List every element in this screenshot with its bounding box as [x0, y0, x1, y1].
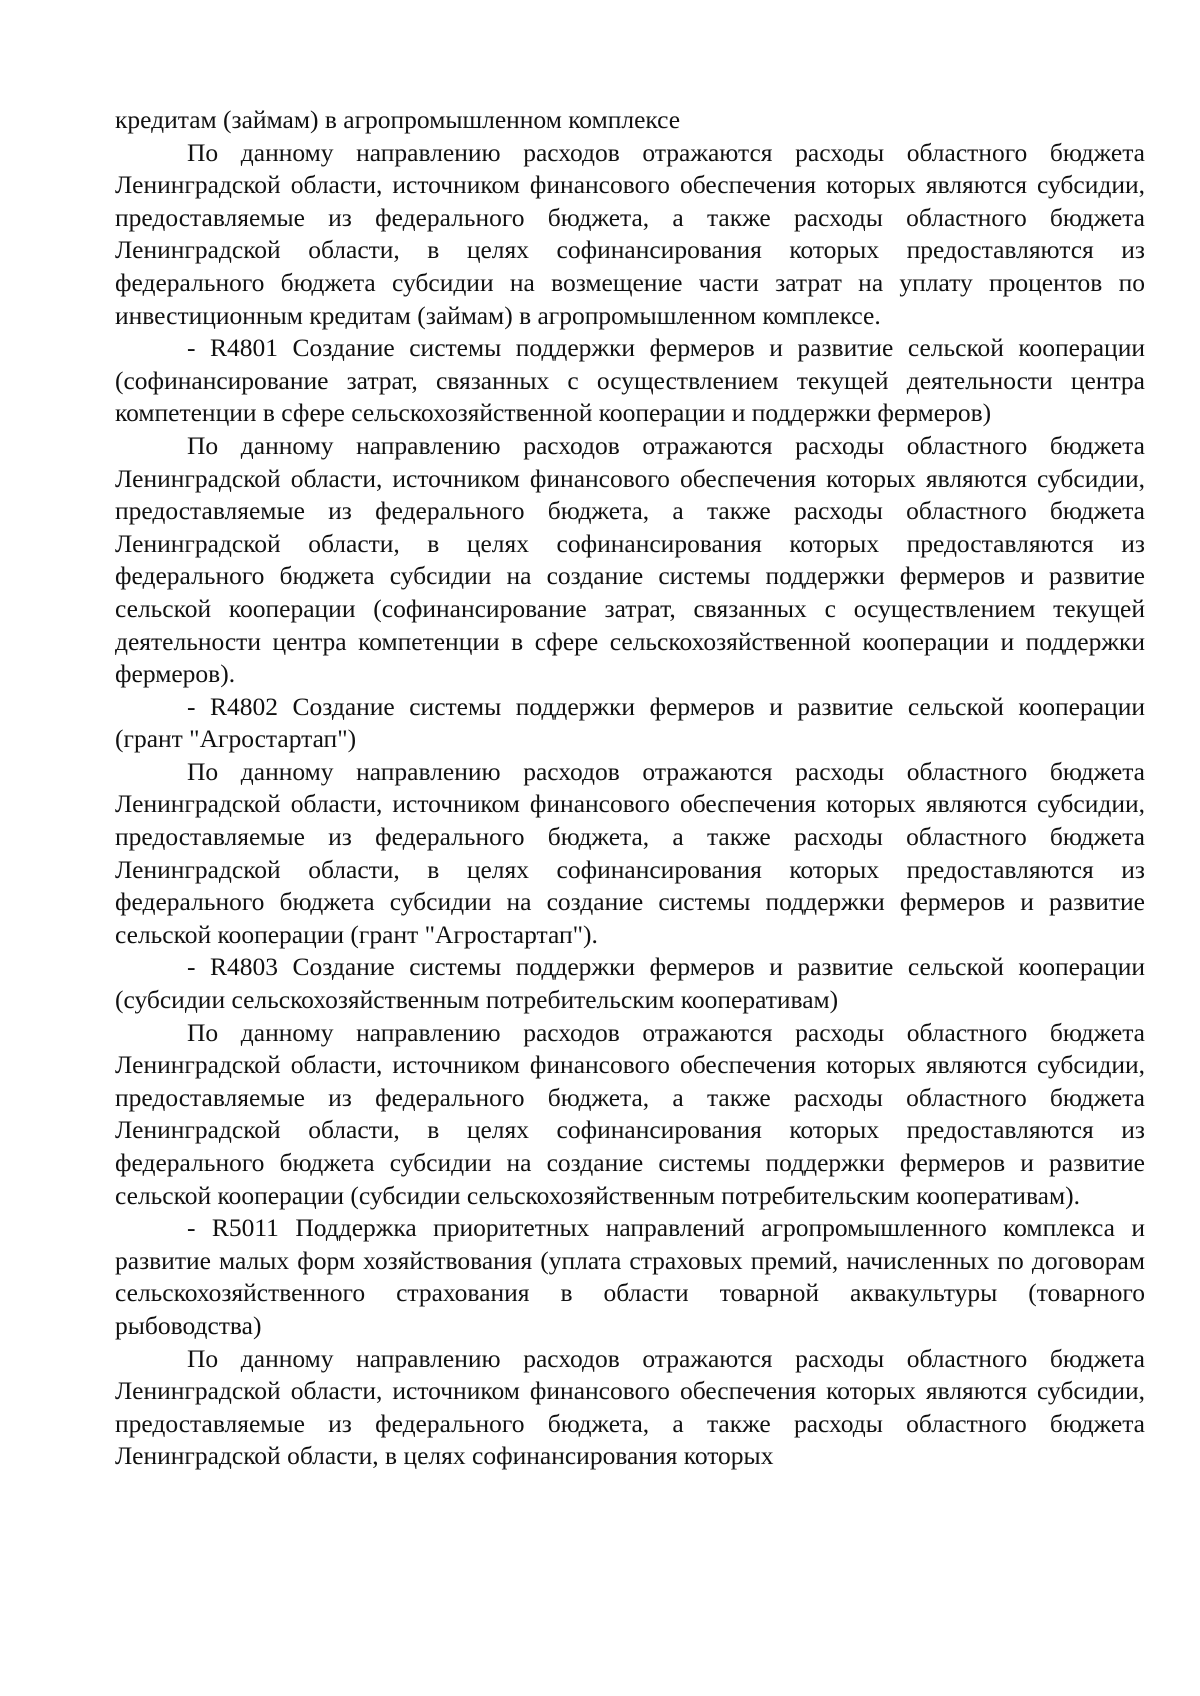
paragraph-description: По данному направлению расходов отражаются расходы областного бюджета Ленинградской области, источником финансового обеспечения которых являются субсидии, предоставляемые из федерального бюджета, а также расходы областного бюджета Ленинградской области, в целях софинансирования которых [115, 1343, 1145, 1471]
paragraph-continuation: кредитам (займам) в агропромышленном комплексе [115, 105, 681, 134]
paragraph-description: По данному направлению расходов отражаются расходы областного бюджета Ленинградской области, источником финансового обеспечения которых являются субсидии, предоставляемые из федерального бюджета, а также расходы областного бюджета Ленинградской области, в целях софинансирования которых предоставляются из федерального бюджета субсидии на создание системы поддержки фермеров и развитие сельской кооперации (грант "Агростартап"). [115, 756, 1145, 949]
paragraph-description: По данному направлению расходов отражаются расходы областного бюджета Ленинградской области, источником финансового обеспечения которых являются субсидии, предоставляемые из федерального бюджета, а также расходы областного бюджета Ленинградской области, в целях софинансирования которых предоставляются из федерального бюджета субсидии на возмещение части затрат на уплату процентов по инвестиционным кредитам (займам) в агропромышленном комплексе. [115, 137, 1145, 330]
document-page [115, 104, 1145, 1473]
paragraph-heading-r4802: - R4802 Создание системы поддержки фермеров и развитие сельской кооперации (грант "Агростартап") [115, 691, 1145, 754]
paragraph-heading-r5011: - R5011 Поддержка приоритетных направлений агропромышленного комплекса и развитие малых форм хозяйствования (уплата страховых премий, начисленных по договорам сельскохозяйственного страхования в области товарной аквакультуры (товарного рыбоводства) [115, 1213, 1145, 1340]
paragraph-heading-r4801: - R4801 Создание системы поддержки фермеров и развитие сельской кооперации (софинансирование затрат, связанных с осуществлением текущей деятельности центра компетенции в сфере сельскохозяйственной кооперации и поддержки фермеров) [115, 333, 1145, 428]
paragraph-description: По данному направлению расходов отражаются расходы областного бюджета Ленинградской области, источником финансового обеспечения которых являются субсидии, предоставляемые из федерального бюджета, а также расходы областного бюджета Ленинградской области, в целях софинансирования которых предоставляются из федерального бюджета субсидии на создание системы поддержки фермеров и развитие сельской кооперации (софинансирование затрат, связанных с осуществлением текущей деятельности центра компетенции в сфере сельскохозяйственной кооперации и поддержки фермеров). [115, 430, 1145, 689]
paragraph-heading-r4803: - R4803 Создание системы поддержки фермеров и развитие сельской кооперации (субсидии сельскохозяйственным потребительским кооперативам) [115, 952, 1145, 1015]
paragraph-description: По данному направлению расходов отражаются расходы областного бюджета Ленинградской области, источником финансового обеспечения которых являются субсидии, предоставляемые из федерального бюджета, а также расходы областного бюджета Ленинградской области, в целях софинансирования которых предоставляются из федерального бюджета субсидии на создание системы поддержки фермеров и развитие сельской кооперации (субсидии сельскохозяйственным потребительским кооперативам). [115, 1017, 1145, 1210]
